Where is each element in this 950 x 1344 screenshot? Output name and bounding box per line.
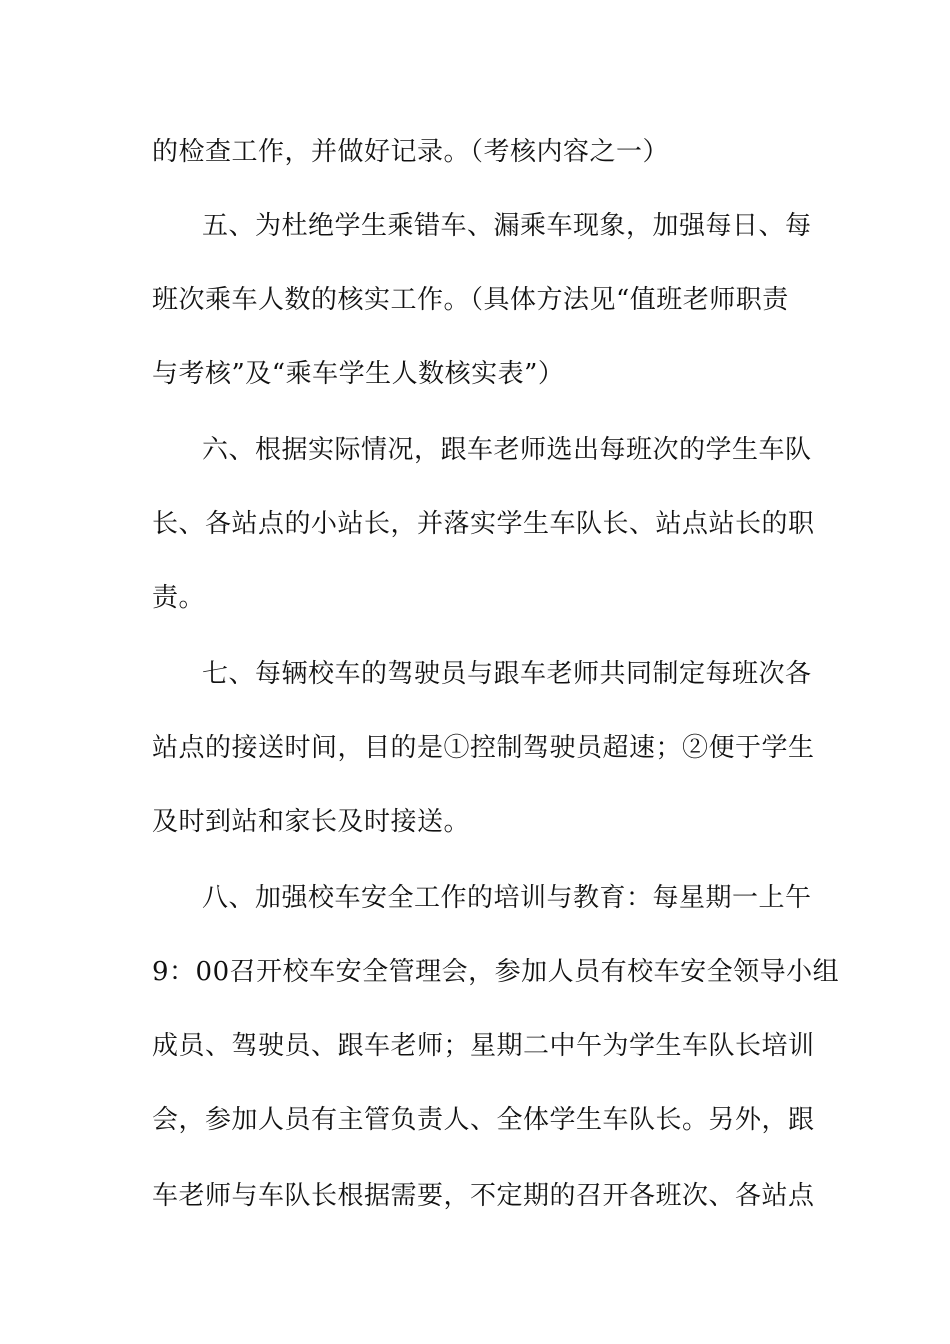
paragraph-8-line-2: 9：00召开校车安全管理会，参加人员有校车安全领导小组 xyxy=(152,957,840,987)
paragraph-5-line-3: 与考核”及“乘车学生人数核实表”） xyxy=(152,359,565,389)
paragraph-8-line-3: 成员、驾驶员、跟车老师；星期二中午为学生车队长培训 xyxy=(152,1031,815,1061)
paragraph-8-line-5: 车老师与车队长根据需要，不定期的召开各班次、各站点 xyxy=(152,1181,815,1211)
paragraph-5-line-2: 班次乘车人数的核实工作。（具体方法见“值班老师职责 xyxy=(152,285,789,315)
paragraph-7-line-1: 七、每辆校车的驾驶员与跟车老师共同制定每班次各 xyxy=(202,659,812,689)
paragraph-6-line-2: 长、各站点的小站长，并落实学生车队长、站点站长的职 xyxy=(152,509,815,539)
paragraph-4-line-end: 的检查工作，并做好记录。（考核内容之一） xyxy=(152,137,670,167)
paragraph-8-line-1: 八、加强校车安全工作的培训与教育：每星期一上午 xyxy=(202,883,812,913)
paragraph-5-line-1: 五、为杜绝学生乘错车、漏乘车现象，加强每日、每 xyxy=(202,211,812,241)
paragraph-7-line-2: 站点的接送时间，目的是①控制驾驶员超速；②便于学生 xyxy=(152,733,815,763)
paragraph-7-line-3: 及时到站和家长及时接送。 xyxy=(152,807,471,837)
paragraph-8-line-4: 会，参加人员有主管负责人、全体学生车队长。另外，跟 xyxy=(152,1105,815,1135)
paragraph-6-line-1: 六、根据实际情况，跟车老师选出每班次的学生车队 xyxy=(202,435,812,465)
paragraph-6-line-3: 责。 xyxy=(152,583,206,613)
